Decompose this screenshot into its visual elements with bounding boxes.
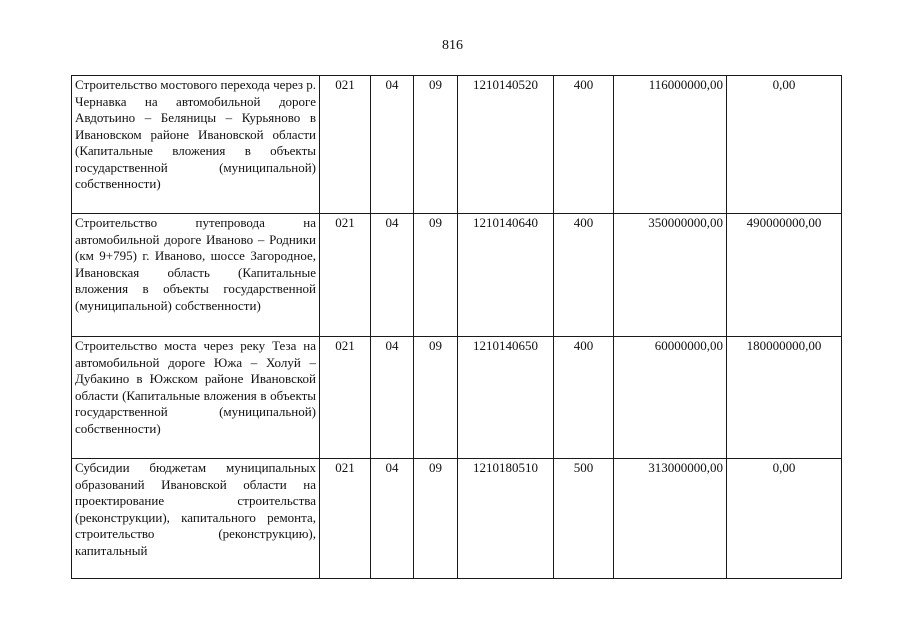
ministry-code-cell: 021: [320, 214, 371, 337]
table-row: [72, 337, 842, 459]
amount-second-year-cell: 0,00: [727, 459, 842, 579]
amount-second-year-cell: 0,00: [727, 76, 842, 214]
target-article-cell: 1210140650: [458, 337, 554, 459]
amount-first-year-cell: 60000000,00: [614, 337, 727, 459]
table-row: [72, 459, 842, 579]
target-article-cell: 1210140640: [458, 214, 554, 337]
target-article-cell: 1210180510: [458, 459, 554, 579]
expense-name-cell: Строительство моста через реку Теза на автомобильной дороге Южа – Холуй – Дубакино в Южском районе Ивановской области (Капитальные вложения в объекты государственной (муниципальной) собственности): [72, 337, 320, 459]
expense-name-cell: Строительство мостового перехода через р. Чернавка на автомобильной дороге Авдотьино – Беляницы – Курьяново в Ивановском районе Ивановской области (Капитальные вложения в объекты государственной (муниципальной) собственности): [72, 76, 320, 214]
section-code-cell: 04: [371, 337, 414, 459]
expense-type-cell: 500: [554, 459, 614, 579]
ministry-code-cell: 021: [320, 337, 371, 459]
amount-first-year-cell: 116000000,00: [614, 76, 727, 214]
table-row: [72, 214, 842, 337]
ministry-code-cell: 021: [320, 76, 371, 214]
table-row: [72, 76, 842, 214]
subsection-code-cell: 09: [414, 76, 458, 214]
section-code-cell: 04: [371, 214, 414, 337]
ministry-code-cell: 021: [320, 459, 371, 579]
expense-name-cell: Субсидии бюджетам муниципальных образований Ивановской области на проектирование строительства (реконструкции), капитального ремонта, строительство (реконструкцию), капитальный: [72, 459, 320, 579]
expense-name-cell: Строительство путепровода на автомобильной дороге Иваново – Родники (км 9+795) г. Иваново, шоссе Загородное, Ивановская область (Капитальные вложения в объекты государственной (муниципальной) собственности): [72, 214, 320, 337]
amount-second-year-cell: 490000000,00: [727, 214, 842, 337]
amount-first-year-cell: 350000000,00: [614, 214, 727, 337]
subsection-code-cell: 09: [414, 459, 458, 579]
amount-first-year-cell: 313000000,00: [614, 459, 727, 579]
expense-type-cell: 400: [554, 337, 614, 459]
subsection-code-cell: 09: [414, 337, 458, 459]
target-article-cell: 1210140520: [458, 76, 554, 214]
budget-table: [71, 75, 842, 579]
section-code-cell: 04: [371, 459, 414, 579]
section-code-cell: 04: [371, 76, 414, 214]
expense-type-cell: 400: [554, 214, 614, 337]
amount-second-year-cell: 180000000,00: [727, 337, 842, 459]
expense-type-cell: 400: [554, 76, 614, 214]
subsection-code-cell: 09: [414, 214, 458, 337]
page-number: 816: [442, 38, 463, 53]
